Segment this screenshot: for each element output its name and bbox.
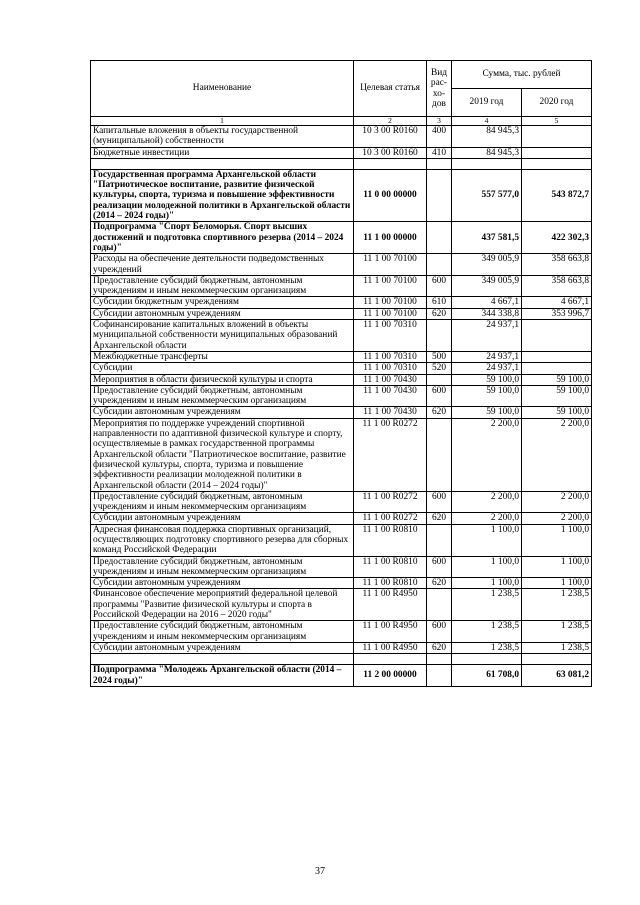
table-row: [91, 351, 592, 362]
row-expense-kind: [427, 589, 452, 621]
table-row: [91, 556, 592, 578]
row-target-code: 11 1 00 R4950: [354, 621, 427, 643]
row-amount-2020: 2 200,0: [522, 418, 592, 491]
table-row: [91, 491, 592, 513]
row-target-code: 11 1 00 70430: [354, 385, 427, 407]
row-target-code: 11 1 00 R0272: [354, 491, 427, 513]
row-amount-2020: 358 663,8: [522, 254, 592, 276]
table-row: [91, 308, 592, 319]
row-expense-kind: [427, 374, 452, 385]
table-row: [91, 578, 592, 589]
table-row: [91, 169, 592, 221]
row-amount-2019: 84 945,3: [452, 147, 522, 158]
row-amount-2019: 59 100,0: [452, 374, 522, 385]
row-target-code: 11 1 00 R4950: [354, 589, 427, 621]
row-name: Предоставление субсидий бюджетным, автономным учреждениям и иным некоммерческим организациям: [91, 556, 354, 578]
row-amount-2019: 1 100,0: [452, 556, 522, 578]
row-expense-kind: 600: [427, 556, 452, 578]
table-row: [91, 126, 592, 148]
row-name: Субсидии автономным учреждениям: [91, 642, 354, 653]
row-name: Подпрограмма "Спорт Беломорья. Спорт высших достижений и подготовка спортивного резерва (2014 – 2024 годы)": [91, 222, 354, 254]
row-amount-2020: 1 100,0: [522, 556, 592, 578]
row-name: Мероприятия в области физической культуры и спорта: [91, 374, 354, 385]
row-name: Предоставление субсидий бюджетным, автономным учреждениям и иным некоммерческим организациям: [91, 621, 354, 643]
page-number: 37: [315, 866, 325, 877]
row-amount-2019: 349 005,9: [452, 275, 522, 297]
row-amount-2019: 557 577,0: [452, 169, 522, 221]
row-amount-2020: 422 302,3: [522, 222, 592, 254]
row-amount-2019: 2 200,0: [452, 418, 522, 491]
row-amount-2019: 1 100,0: [452, 578, 522, 589]
row-name: Адресная финансовая поддержка спортивных организаций, осуществляющих подготовку спортивного резерва для сборных команд Российской Федерации: [91, 524, 354, 556]
table-row: [91, 642, 592, 653]
row-name: Бюджетные инвестиции: [91, 147, 354, 158]
row-amount-2020: 63 081,2: [522, 665, 592, 687]
row-expense-kind: 620: [427, 513, 452, 524]
row-amount-2020: 1 100,0: [522, 578, 592, 589]
row-amount-2020: 59 100,0: [522, 374, 592, 385]
row-target-code: 11 1 00 R0810: [354, 578, 427, 589]
row-name: Субсидии бюджетным учреждениям: [91, 297, 354, 308]
row-amount-2020: 1 238,5: [522, 589, 592, 621]
row-target-code: 11 1 00 R0272: [354, 418, 427, 491]
row-amount-2020: 1 100,0: [522, 524, 592, 556]
row-amount-2020: 1 238,5: [522, 642, 592, 653]
row-name: Субсидии автономным учреждениям: [91, 308, 354, 319]
row-target-code: 11 1 00 70310: [354, 363, 427, 374]
budget-table: [90, 60, 592, 687]
row-expense-kind: 600: [427, 385, 452, 407]
row-amount-2019: 344 338,8: [452, 308, 522, 319]
table-row: [91, 621, 592, 643]
row-target-code: 11 1 00 70430: [354, 374, 427, 385]
table-row: [91, 407, 592, 418]
row-expense-kind: [427, 665, 452, 687]
header-target: Целевая статья: [354, 61, 427, 117]
row-target-code: 11 1 00 00000: [354, 222, 427, 254]
col-index-5: 5: [522, 117, 592, 126]
spacer-cell: [452, 158, 522, 169]
table-row: [91, 589, 592, 621]
row-target-code: 11 2 00 00000: [354, 665, 427, 687]
row-amount-2020: 2 200,0: [522, 513, 592, 524]
row-amount-2019: 59 100,0: [452, 385, 522, 407]
row-amount-2019: 437 581,5: [452, 222, 522, 254]
row-name: Субсидии автономным учреждениям: [91, 407, 354, 418]
row-amount-2019: 1 238,5: [452, 589, 522, 621]
table-row: [91, 524, 592, 556]
row-target-code: 10 3 00 R0160: [354, 147, 427, 158]
row-amount-2020: 543 872,7: [522, 169, 592, 221]
row-amount-2019: 4 667,1: [452, 297, 522, 308]
row-name: Государственная программа Архангельской области "Патриотическое воспитание, развитие физической культуры, спорта, туризма и повышение эффективности реализации молодежной политики в Архангельской области (2014 – 2024 годы)": [91, 169, 354, 221]
row-name: Софинансирование капитальных вложений в объекты муниципальной собственности муниципальных образований Архангельской области: [91, 320, 354, 352]
row-amount-2020: 59 100,0: [522, 385, 592, 407]
row-expense-kind: [427, 169, 452, 221]
table-row: [91, 320, 592, 352]
row-amount-2019: 59 100,0: [452, 407, 522, 418]
spacer-cell: [522, 654, 592, 665]
row-amount-2019: 1 238,5: [452, 642, 522, 653]
row-expense-kind: 500: [427, 351, 452, 362]
spacer-cell: [427, 158, 452, 169]
row-expense-kind: 620: [427, 407, 452, 418]
row-expense-kind: 600: [427, 275, 452, 297]
spacer-cell: [91, 158, 354, 169]
row-amount-2019: 2 200,0: [452, 513, 522, 524]
table-row: [91, 374, 592, 385]
row-amount-2020: [522, 320, 592, 352]
row-expense-kind: 620: [427, 642, 452, 653]
row-name: Капитальные вложения в объекты государственной (муниципальной) собственности: [91, 126, 354, 148]
header-sum: Сумма, тыс. рублей: [452, 61, 592, 89]
row-amount-2019: 24 937,1: [452, 351, 522, 362]
row-amount-2019: 84 945,3: [452, 126, 522, 148]
row-amount-2020: 1 238,5: [522, 621, 592, 643]
row-target-code: 11 1 00 R0272: [354, 513, 427, 524]
table-row: [91, 297, 592, 308]
row-amount-2020: [522, 147, 592, 158]
row-name: Мероприятия по поддержке учреждений спортивной направленности по адаптивной физической культуре и спорту, осуществляемые в рамках государственной программы Архангельской области "Патриотическое воспитание, развитие физической культуры, спорта, туризма и повышение эффективности реализации молодежной политики в Архангельской области (2014 – 2024 годы)": [91, 418, 354, 491]
row-name: Субсидии: [91, 363, 354, 374]
header-name: Наименование: [91, 61, 354, 117]
row-target-code: 11 1 00 70100: [354, 308, 427, 319]
row-amount-2019: 24 937,1: [452, 363, 522, 374]
row-amount-2019: 349 005,9: [452, 254, 522, 276]
table-row: [91, 385, 592, 407]
table-row: [91, 147, 592, 158]
row-target-code: 11 0 00 00000: [354, 169, 427, 221]
table-row: [91, 665, 592, 687]
row-expense-kind: 410: [427, 147, 452, 158]
row-expense-kind: 400: [427, 126, 452, 148]
row-amount-2020: 59 100,0: [522, 407, 592, 418]
row-amount-2019: 2 200,0: [452, 491, 522, 513]
spacer-cell: [91, 654, 354, 665]
row-target-code: 11 1 00 R0810: [354, 524, 427, 556]
header-kind: Вид рас-хо-дов: [427, 61, 452, 117]
row-expense-kind: [427, 320, 452, 352]
row-target-code: 10 3 00 R0160: [354, 126, 427, 148]
table-row: [91, 418, 592, 491]
row-target-code: 11 1 00 70310: [354, 351, 427, 362]
spacer-cell: [427, 654, 452, 665]
spacer-cell: [522, 158, 592, 169]
row-amount-2020: 2 200,0: [522, 491, 592, 513]
col-index-4: 4: [452, 117, 522, 126]
row-amount-2020: [522, 363, 592, 374]
table-row: [91, 513, 592, 524]
row-name: Субсидии автономным учреждениям: [91, 578, 354, 589]
row-amount-2019: 1 100,0: [452, 524, 522, 556]
row-name: Предоставление субсидий бюджетным, автономным учреждениям и иным некоммерческим организациям: [91, 491, 354, 513]
row-amount-2020: 4 667,1: [522, 297, 592, 308]
row-amount-2019: 24 937,1: [452, 320, 522, 352]
row-name: Финансовое обеспечение мероприятий федеральной целевой программы "Развитие физической культуры и спорта в Российской Федерации на 2016 – 2020 годы": [91, 589, 354, 621]
row-name: Подпрограмма "Молодежь Архангельской области (2014 – 2024 годы)": [91, 665, 354, 687]
row-target-code: 11 1 00 70430: [354, 407, 427, 418]
col-index-3: 3: [427, 117, 452, 126]
row-amount-2020: [522, 126, 592, 148]
col-index-2: 2: [354, 117, 427, 126]
spacer-cell: [354, 158, 427, 169]
table-row: [91, 254, 592, 276]
row-target-code: 11 1 00 R0810: [354, 556, 427, 578]
spacer-row: [91, 158, 592, 169]
table-body: [91, 126, 592, 687]
row-expense-kind: [427, 418, 452, 491]
row-expense-kind: 620: [427, 308, 452, 319]
row-name: Предоставление субсидий бюджетным, автономным учреждениям и иным некоммерческим организациям: [91, 385, 354, 407]
spacer-row: [91, 654, 592, 665]
row-expense-kind: 520: [427, 363, 452, 374]
row-name: Расходы на обеспечение деятельности подведомственных учреждений: [91, 254, 354, 276]
row-target-code: 11 1 00 R4950: [354, 642, 427, 653]
row-expense-kind: [427, 524, 452, 556]
row-expense-kind: 600: [427, 621, 452, 643]
row-expense-kind: 610: [427, 297, 452, 308]
spacer-cell: [452, 654, 522, 665]
row-target-code: 11 1 00 70310: [354, 320, 427, 352]
row-expense-kind: 620: [427, 578, 452, 589]
row-target-code: 11 1 00 70100: [354, 297, 427, 308]
row-expense-kind: 600: [427, 491, 452, 513]
row-name: Предоставление субсидий бюджетным, автономным учреждениям и иным некоммерческим организациям: [91, 275, 354, 297]
row-amount-2019: 1 238,5: [452, 621, 522, 643]
row-amount-2019: 61 708,0: [452, 665, 522, 687]
header-year-2019: 2019 год: [452, 89, 522, 117]
col-index-1: 1: [91, 117, 354, 126]
row-name: Межбюджетные трансферты: [91, 351, 354, 362]
row-amount-2020: [522, 351, 592, 362]
row-amount-2020: 353 996,7: [522, 308, 592, 319]
spacer-cell: [354, 654, 427, 665]
row-amount-2020: 358 663,8: [522, 275, 592, 297]
row-expense-kind: [427, 254, 452, 276]
table-row: [91, 222, 592, 254]
header-year-2020: 2020 год: [522, 89, 592, 117]
row-target-code: 11 1 00 70100: [354, 254, 427, 276]
row-name: Субсидии автономным учреждениям: [91, 513, 354, 524]
table-row: [91, 275, 592, 297]
row-expense-kind: [427, 222, 452, 254]
table-row: [91, 363, 592, 374]
row-target-code: 11 1 00 70100: [354, 275, 427, 297]
